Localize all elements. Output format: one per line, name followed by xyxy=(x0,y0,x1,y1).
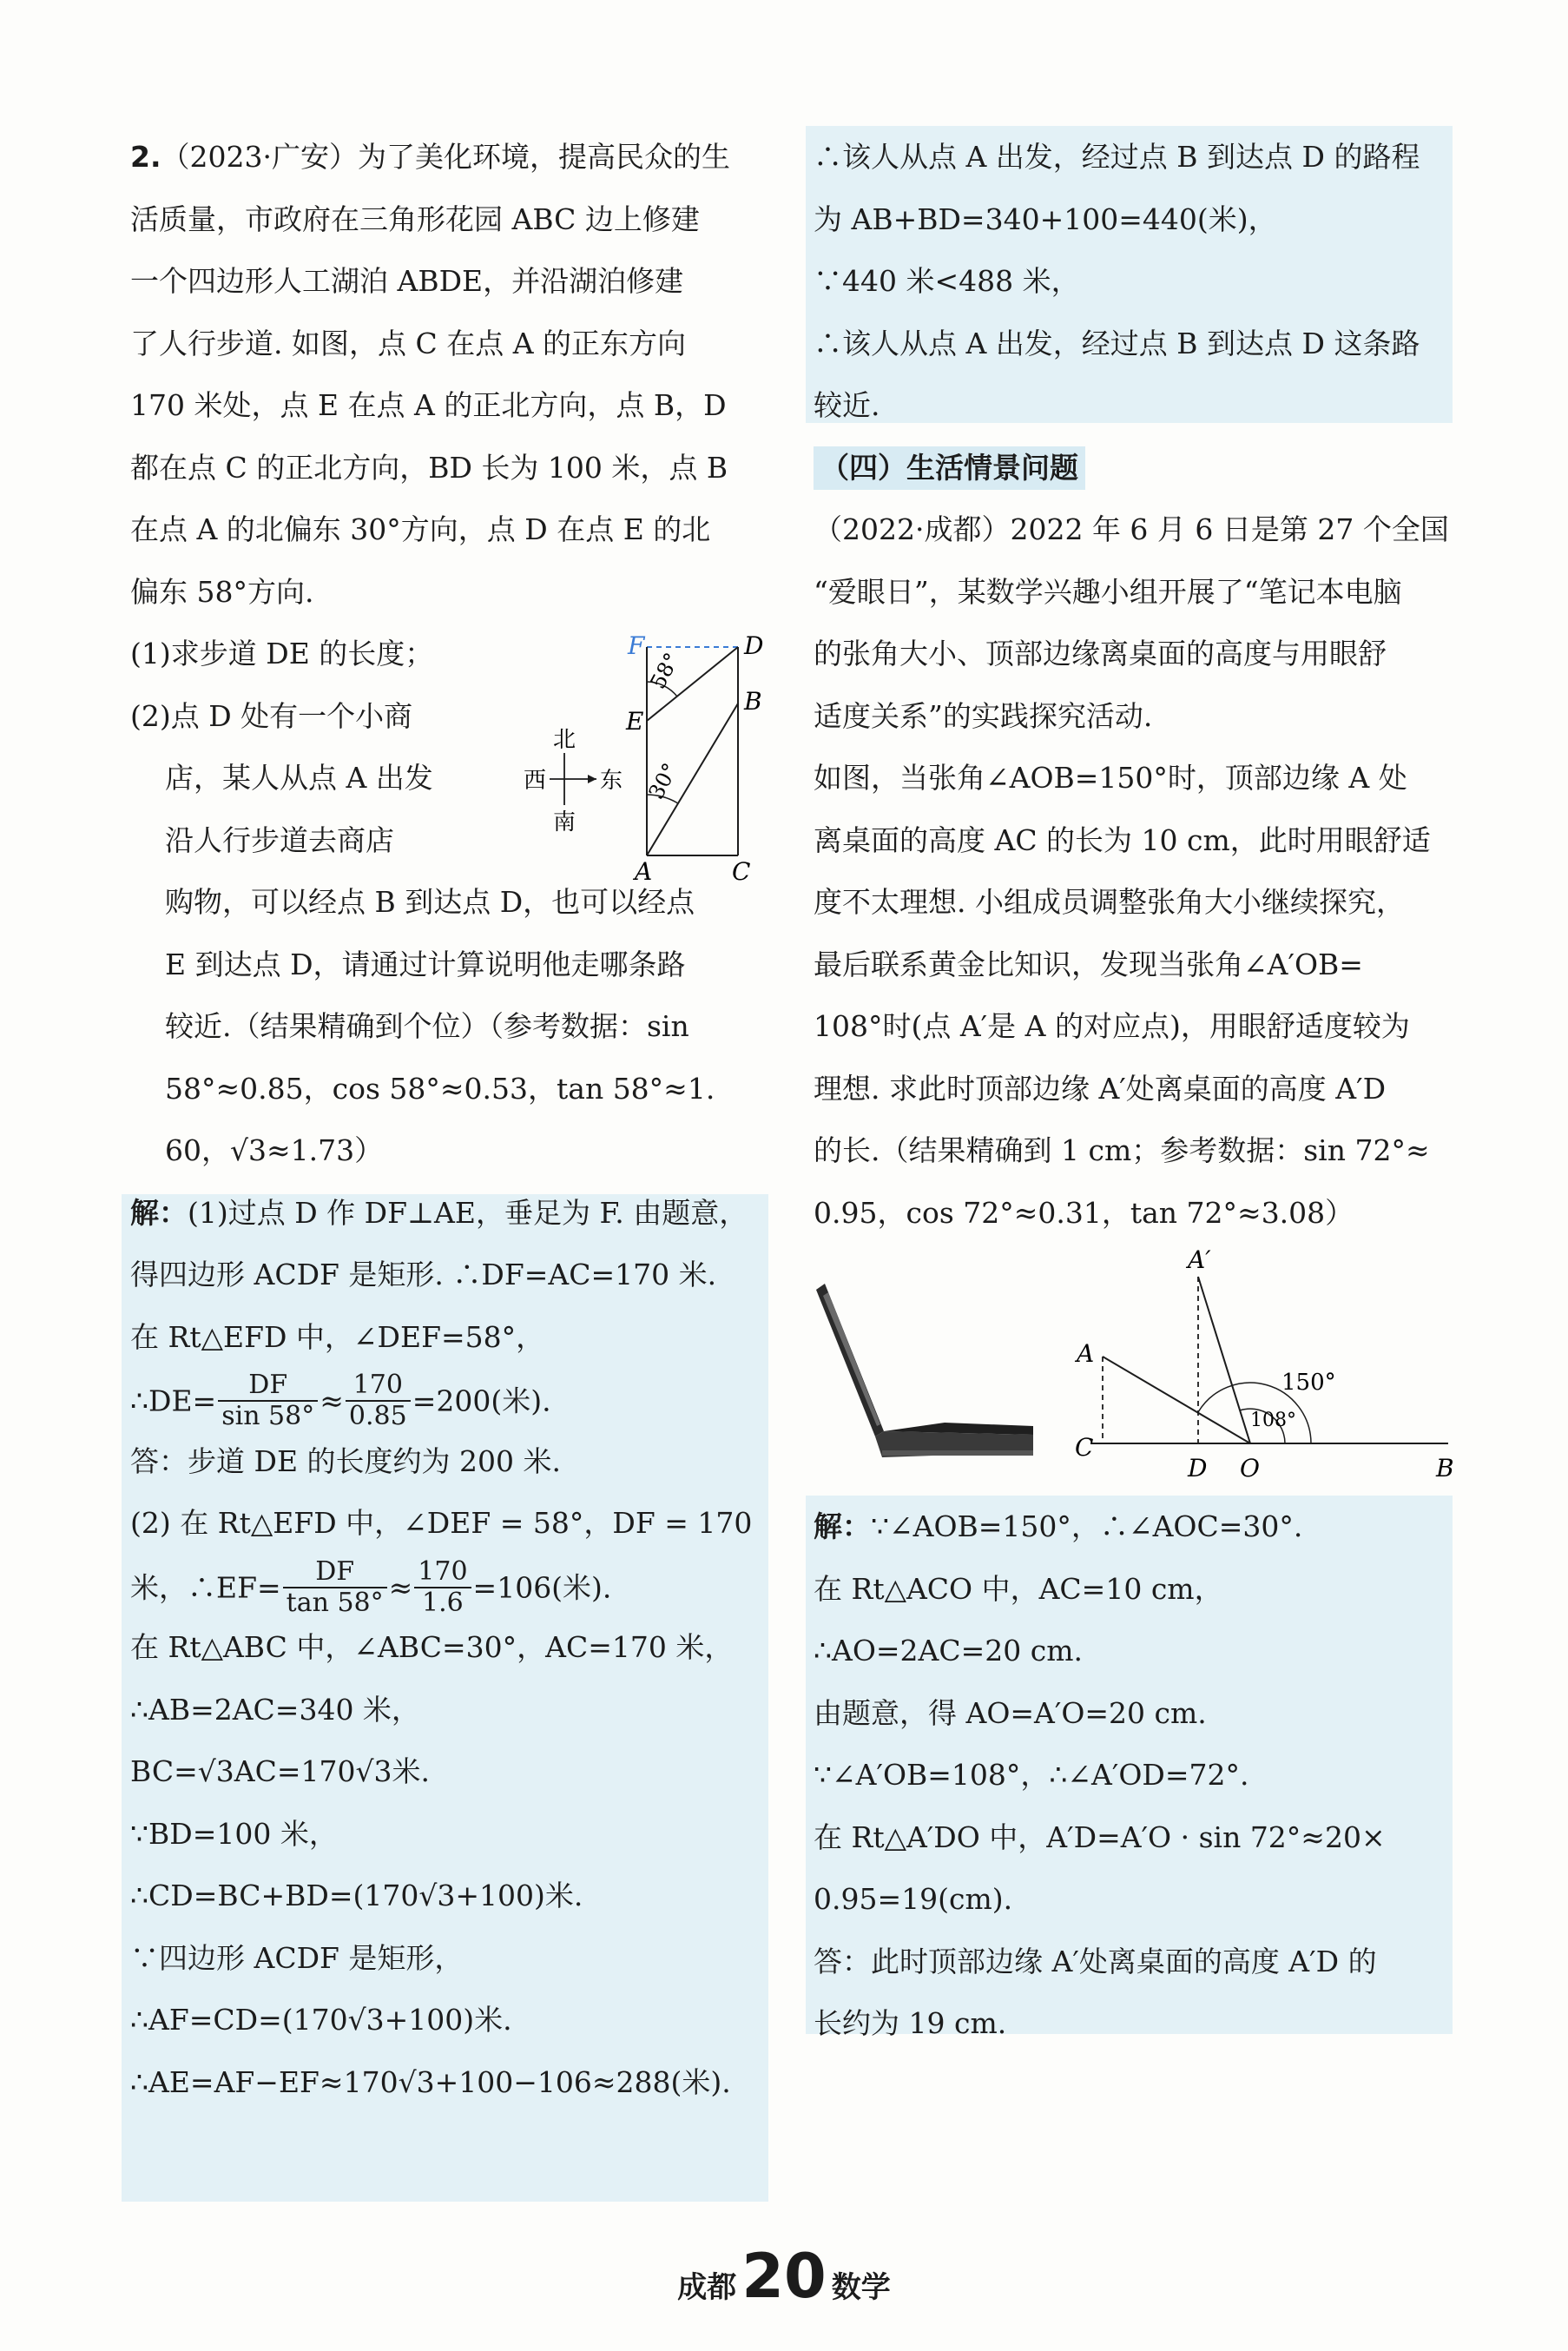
fraction: $\frac{170}{1.6}$ xyxy=(414,1557,471,1617)
solution-label: 解： xyxy=(814,1509,871,1543)
solution-1-line: 解：(1)过点 D 作 DF⊥AE，垂足为 F. 由题意， xyxy=(130,1195,748,1230)
laptop-figure xyxy=(806,1242,1457,1494)
solution-1-line: ∴CD=BC+BD=(170√3+100)米. xyxy=(130,1879,583,1912)
section-4-line: （2022·成都）2022 年 6 月 6 日是第 27 个全国 xyxy=(814,512,1449,546)
point-label-b: B xyxy=(744,687,762,716)
compass-north: 北 xyxy=(553,727,576,753)
segment-ao xyxy=(1103,1357,1250,1443)
solution-2-line: 答：此时顶部边缘 A′处离桌面的高度 A′D 的 xyxy=(814,1944,1377,1978)
solution-1-line: ∵四边形 ACDF 是矩形， xyxy=(130,1940,464,1975)
laptop-screen-edge xyxy=(823,1292,880,1426)
footer-subject: 数学 xyxy=(831,2270,891,2305)
solution-1-line: 答：步道 DE 的长度约为 200 米. xyxy=(130,1443,561,1478)
problem-2-line: 170 米处，点 E 在点 A 的正北方向，点 B，D xyxy=(130,388,727,422)
laptop-base-edge xyxy=(882,1450,1033,1456)
solution-1-fraction-line: ∴DE= $\frac{DF}{\sin 58^\circ}$ ≈ $\frac{170}{0.85}$ =200(米). xyxy=(130,1370,551,1430)
solution-2-line: 在 Rt△ACO 中，AC=10 cm， xyxy=(814,1571,1223,1606)
point-label-c: C xyxy=(1075,1433,1094,1462)
problem-2-line: 一个四边形人工湖泊 ABDE，并沿湖泊修建 xyxy=(130,264,684,298)
figure-2-svg xyxy=(806,1242,1457,1494)
section-4-line: 适度关系”的实践探究活动. xyxy=(814,698,1153,733)
section-4-line: 的长.（结果精确到 1 cm；参考数据：sin 72°≈ xyxy=(814,1133,1430,1167)
point-label-o: O xyxy=(1240,1454,1260,1483)
problem-number: 2. xyxy=(130,140,161,174)
problem-2-line: 了人行步道. 如图，点 C 在点 A 的正东方向 xyxy=(130,326,687,360)
solution-1-continued-line: 较近. xyxy=(814,388,880,422)
solution-1-line: ∴AF=CD=(170√3+100)米. xyxy=(130,2003,512,2037)
problem-2-line: 2.（2023·广安）为了美化环境，提高民众的生 xyxy=(130,140,730,174)
point-label-f: F xyxy=(628,631,645,660)
compass-rose xyxy=(524,727,623,835)
solution-2-line: 长约为 19 cm. xyxy=(814,2006,1007,2040)
solution-2-line: 在 Rt△A′DO 中，A′D=A′O · sin 72°≈20× xyxy=(814,1819,1386,1854)
solution-1-line: 得四边形 ACDF 是矩形. ∴DF=AC=170 米. xyxy=(130,1258,717,1291)
section-4-line: 108°时(点 A′是 A 的对应点)，用眼舒适度较为 xyxy=(814,1009,1410,1043)
solution-1-line: 在 Rt△EFD 中，∠DEF=58°， xyxy=(130,1319,545,1354)
question-2-line: 沿人行步道去商店 xyxy=(165,822,394,857)
compass-south: 南 xyxy=(553,809,576,835)
page-number: 20 xyxy=(741,2241,827,2312)
footer-city: 成都 xyxy=(677,2270,737,2305)
page-footer xyxy=(0,2241,1568,2312)
compass-west: 西 xyxy=(524,768,547,794)
geometry-figure-1 xyxy=(508,621,777,882)
section-4-line: 离桌面的高度 AC 的长为 10 cm，此时用眼舒适 xyxy=(814,822,1431,857)
solution-2-line: 由题意，得 AO=A′O=20 cm. xyxy=(814,1695,1207,1730)
solution-1-line: ∴AE=AF−EF≈170√3+100−106≈288(米). xyxy=(130,2064,731,2099)
angle-label-150: 150° xyxy=(1281,1370,1336,1396)
solution-1-continued-line: 为 AB+BD=340+100=440(米)， xyxy=(814,201,1277,236)
solution-1-line: ∴AB=2AC=340 米， xyxy=(130,1692,420,1727)
section-heading-line xyxy=(814,437,1452,499)
question-2-line: (2)点 D 处有一个小商 xyxy=(130,698,413,733)
point-label-b: B xyxy=(1436,1454,1454,1483)
point-label-a-prime: A′ xyxy=(1188,1245,1211,1274)
point-label-a: A xyxy=(1077,1339,1095,1368)
point-label-d: D xyxy=(1188,1454,1208,1483)
solution-2-line: 解：∵∠AOB=150°，∴∠AOC=30°. xyxy=(814,1509,1303,1543)
compass-arrow-icon xyxy=(588,775,596,783)
fraction: $\frac{DF}{\sin 58^\circ}$ xyxy=(218,1370,318,1430)
section-heading: （四）生活情景问题 xyxy=(814,446,1085,490)
section-4-line: 最后联系黄金比知识，发现当张角∠A′OB= xyxy=(814,947,1363,981)
fraction: $\frac{DF}{\tan 58^\circ}$ xyxy=(283,1557,387,1617)
section-4-line: 度不太理想. 小组成员调整张角大小继续探究， xyxy=(814,885,1405,919)
question-2-line: 店，某人从点 A 出发 xyxy=(165,761,433,795)
point-label-d: D xyxy=(744,631,764,660)
section-4-line: 如图，当张角∠AOB=150°时，顶部边缘 A 处 xyxy=(814,761,1407,795)
figure-1-svg xyxy=(508,621,777,882)
solution-1-line: 在 Rt△ABC 中，∠ABC=30°，AC=170 米， xyxy=(130,1630,734,1664)
question-2-line: 60，√3≈1.73） xyxy=(165,1133,384,1167)
solution-2-line: ∵∠A′OB=108°，∴∠A′OD=72°. xyxy=(814,1758,1249,1792)
point-label-e: E xyxy=(626,707,644,736)
section-4-line: 理想. 求此时顶部边缘 A′处离桌面的高度 A′D xyxy=(814,1071,1387,1106)
solution-1-continued-line: ∴该人从点 A 出发，经过点 B 到达点 D 这条路 xyxy=(814,326,1420,360)
solution-1-line: BC=√3AC=170√3米. xyxy=(130,1754,431,1788)
point-label-c: C xyxy=(732,857,751,882)
section-4-line: 的张角大小、顶部边缘离桌面的高度与用眼舒 xyxy=(814,637,1387,670)
solution-1-continued-line: ∴该人从点 A 出发，经过点 B 到达点 D 的路程 xyxy=(814,140,1420,174)
angle-label-108: 108° xyxy=(1250,1410,1296,1431)
question-2-line: E 到达点 D，请通过计算说明他走哪条路 xyxy=(165,947,686,981)
question-2-line: 较近.（结果精确到个位）（参考数据：sin xyxy=(165,1009,689,1043)
solution-2-line: ∴AO=2AC=20 cm. xyxy=(814,1634,1084,1667)
problem-2-line: 在点 A 的北偏东 30°方向，点 D 在点 E 的北 xyxy=(130,512,711,546)
solution-1-continued-line: ∵440 米<488 米， xyxy=(814,264,1080,298)
question-2-line: 58°≈0.85，cos 58°≈0.53，tan 58°≈1. xyxy=(165,1071,715,1106)
problem-2-line: 都在点 C 的正北方向，BD 长为 100 米，点 B xyxy=(130,450,728,485)
solution-label: 解： xyxy=(130,1195,188,1230)
fraction: $\frac{170}{0.85}$ xyxy=(346,1370,411,1430)
left-column xyxy=(130,126,768,2113)
angle-label-30: 30° xyxy=(643,759,683,803)
problem-2-line: 活质量，市政府在三角形花园 ABC 边上修建 xyxy=(130,201,700,236)
section-4-line: 0.95，cos 72°≈0.31，tan 72°≈3.08） xyxy=(814,1195,1354,1230)
segment-a-prime-o xyxy=(1198,1277,1250,1443)
solution-1-fraction-line: 米，∴EF= $\frac{DF}{\tan 58^\circ}$ ≈ $\frac{170}{1.6}$ =106(米). xyxy=(130,1555,612,1616)
question-2-line: 购物，可以经点 B 到达点 D，也可以经点 xyxy=(165,885,695,919)
solution-2-line: 0.95=19(cm). xyxy=(814,1882,1013,1916)
solution-2 xyxy=(814,1496,1452,2055)
point-label-a: A xyxy=(635,857,653,882)
question-1: (1)求步道 DE 的长度； xyxy=(130,637,434,670)
compass-east: 东 xyxy=(600,768,623,794)
section-4-line: “爱眼日”，某数学兴趣小组开展了“笔记本电脑 xyxy=(814,574,1402,609)
solution-1-line: (2) 在 Rt△EFD 中，∠DEF = 58°，DF = 170 xyxy=(130,1506,753,1540)
laptop-image xyxy=(816,1284,1033,1457)
solution-1-line: ∵BD=100 米， xyxy=(130,1816,338,1851)
angle-label-58: 58° xyxy=(645,649,685,693)
right-column xyxy=(814,126,1452,1244)
problem-2-line: 偏东 58°方向. xyxy=(130,574,314,609)
